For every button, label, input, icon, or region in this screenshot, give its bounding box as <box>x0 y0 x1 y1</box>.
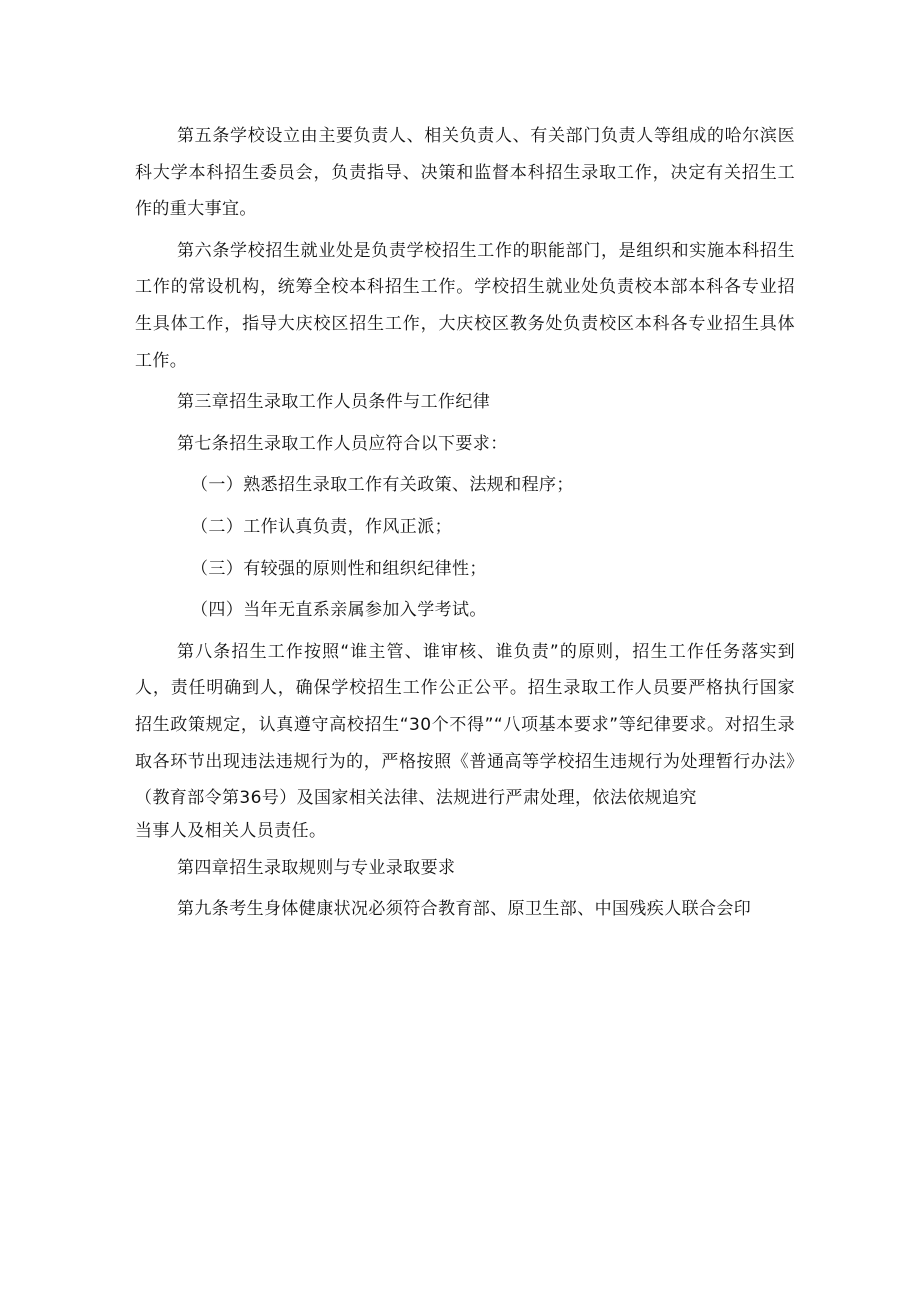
requirement-3: （三）有较强的原则性和组织纪律性； <box>191 558 487 579</box>
chapter-3-heading: 第三章招生录取工作人员条件与工作纪律 <box>177 392 491 413</box>
article-7: 第七条招生录取工作人员应符合以下要求： <box>177 433 508 454</box>
document-body <box>135 118 795 928</box>
article-5: 第五条学校设立由主要负责人、相关负责人、有关部门负责人等组成的哈尔滨医科大学本科招生委员会，负责指导、决策和监督本科招生录取工作，决定有关招生工作的重大事宜。 <box>135 126 795 220</box>
requirement-1: （一）熟悉招生录取工作有关政策、法规和程序； <box>191 475 574 496</box>
article-9: 第九条考生身体健康状况必须符合教育部、原卫生部、中国残疾人联合会印 <box>177 899 752 920</box>
article-8-continuation: 当事人及相关人员责任。 <box>135 820 327 841</box>
requirement-2: （二）工作认真负责，作风正派； <box>191 516 452 537</box>
chapter-4-heading: 第四章招生录取规则与专业录取要求 <box>177 857 456 878</box>
requirement-4: （四）当年无直系亲属参加入学考试。 <box>191 600 487 621</box>
article-6: 第六条学校招生就业处是负责学校招生工作的职能部门，是组织和实施本科招生工作的常设机构，统筹全校本科招生工作。学校招生就业处负责校本部本科各专业招生具体工作，指导大庆校区招生工作，大庆校区教务处负责校区本科各专业招生具体工作。 <box>135 240 795 371</box>
article-8: 第八条招生工作按照“谁主管、谁审核、谁负责”的原则，招生工作任务落实到人，责任明确到人，确保学校招生工作公正公平。招生录取工作人员要严格执行国家招生政策规定，认真遵守高校招生“30个不得”“八项基本要求”等纪律要求。对招生录取各环节出现违法违规行为的，严格按照《普通高等学校招生违规行为处理暂行办法》（教育部令第36号）及国家相关法律、法规进行严肃处理，依法依规追究 <box>135 641 795 809</box>
